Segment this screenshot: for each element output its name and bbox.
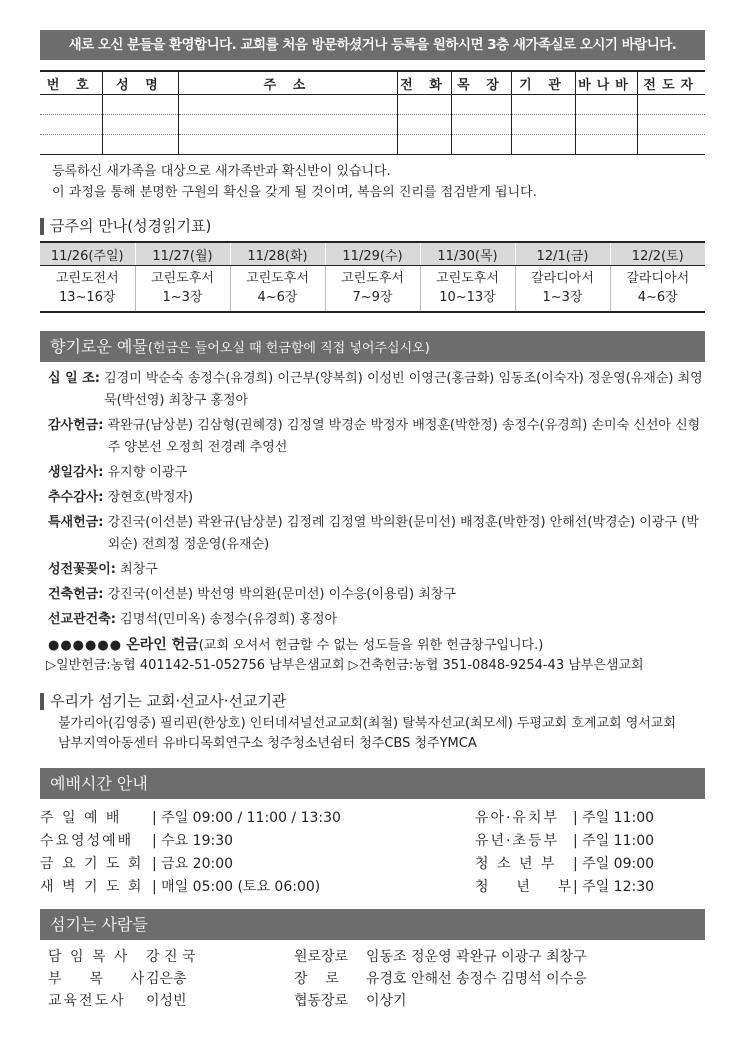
offering-row (40, 487, 705, 509)
form-cell[interactable] (575, 95, 637, 115)
reading-passage (515, 266, 610, 313)
servant-role: 협동장로 (294, 993, 349, 1009)
header-barnabas: 바나바 (575, 71, 637, 95)
worship-time: | 수요 19:30 (152, 833, 234, 849)
header-number: 번 호 (40, 71, 102, 95)
section-marker-icon (40, 693, 44, 710)
table-row (40, 115, 705, 135)
reading-title: 금주의 만나(성경읽기표) (50, 217, 212, 235)
offering-label: 건축헌금: (48, 587, 104, 602)
reading-date: 11/29(수) (325, 242, 420, 266)
offering-row (40, 559, 705, 581)
offering-subtitle: (헌금은 들어오실 때 헌금함에 직접 넣어주십시오) (147, 341, 430, 356)
form-cell[interactable] (637, 135, 705, 155)
worship-name: 유아·유치부 (475, 810, 560, 826)
worship-time: | 매일 05:00 (토요 06:00) (152, 879, 321, 895)
servant-names: 이성빈 (146, 993, 187, 1009)
offering-row (40, 462, 705, 484)
worship-row (475, 830, 705, 853)
form-cell[interactable] (575, 115, 637, 135)
header-evangelist: 전도자 (637, 71, 705, 95)
servant-row (48, 968, 294, 990)
servant-role: 교육전도사 (48, 993, 126, 1009)
online-offering-title: 온라인 헌금 (126, 637, 199, 653)
offering-row (40, 609, 705, 631)
reading-date: 11/26(주일) (40, 242, 135, 266)
form-cell[interactable] (178, 135, 397, 155)
worship-time: | 금요 20:00 (152, 856, 234, 872)
servant-role: 담 임 목 사 (48, 949, 130, 965)
offering-label: 감사헌금: (48, 418, 104, 433)
servants-elders (294, 946, 705, 1012)
servants-list (40, 946, 705, 1012)
reading-chapters: 4~6장 (637, 290, 678, 305)
reading-date: 12/1(금) (515, 242, 610, 266)
reading-chapters: 1~3장 (162, 290, 203, 305)
form-cell[interactable] (451, 115, 511, 135)
form-cell[interactable] (511, 95, 575, 115)
reading-book: 고린도전서 (55, 271, 119, 286)
worship-row (475, 853, 705, 876)
reading-passage (325, 266, 420, 313)
reading-passage (135, 266, 230, 313)
offering-label: 선교관건축: (48, 612, 116, 627)
header-department: 기 관 (511, 71, 575, 95)
worship-row (40, 807, 475, 830)
worship-section-heading: 예배시간 안내 (40, 768, 705, 799)
worship-time: | 주일 09:00 / 11:00 / 13:30 (152, 810, 341, 826)
offering-names: 곽완규(남상분) 김삼형(권혜경) 김정열 박경순 박정자 배정훈(박한정) 송정수(유경희) 손미숙 신선아 신형주 양본선 오정희 전경례 추영선 (107, 418, 701, 455)
worship-name: 새 벽 기 도 회 (40, 879, 144, 895)
form-cell[interactable] (511, 115, 575, 135)
bulletin-page (40, 30, 705, 1012)
reading-passage (420, 266, 515, 313)
welcome-banner: 새로 오신 분들을 환영합니다. 교회를 처음 방문하셨거나 등록을 원하시면 3층 새가족실로 오시기 바랍니다. (40, 30, 705, 60)
worship-name: 청 년 부 (475, 879, 574, 895)
reading-passage (40, 266, 135, 313)
form-cell[interactable] (637, 95, 705, 115)
worship-name: 수요영성예배 (40, 833, 134, 849)
reading-section-heading (40, 215, 705, 237)
worship-row (40, 876, 475, 899)
servant-row (294, 946, 705, 968)
offering-names: 유지향 이광구 (107, 465, 188, 480)
form-cell[interactable] (575, 135, 637, 155)
worship-name: 유년·초등부 (475, 833, 560, 849)
offering-row (40, 512, 705, 556)
servant-row (48, 990, 294, 1012)
form-cell[interactable] (178, 115, 397, 135)
reading-chapters: 10~13장 (439, 290, 496, 305)
table-row (40, 135, 705, 155)
servant-row (294, 968, 705, 990)
worship-time: | 주일 11:00 (573, 810, 655, 826)
offering-row (40, 415, 705, 459)
form-cell[interactable] (102, 95, 178, 115)
mission-title: 우리가 섬기는 교회·선교사·선교기관 (50, 692, 287, 710)
servant-names: 김은총 (146, 971, 187, 987)
offering-names: 김경미 박순숙 송정수(유경희) 이근부(양복희) 이성빈 이영근(홍금화) 임동조(이숙자) 정운영(유재순) 최영묵(박선영) 최창구 홍정아 (104, 371, 703, 408)
online-offering (40, 635, 705, 656)
offering-names: 강진국(이선분) 박선영 박의환(문미선) 이수응(이용림) 최창구 (107, 587, 456, 602)
reading-book: 갈라디아서 (626, 271, 690, 286)
mission-line: 남부지역아동센터 유바디목회연구소 청주청소년쉼터 청주CBS 청주YMCA (58, 736, 477, 751)
reading-date: 11/28(화) (230, 242, 325, 266)
worship-row (475, 876, 705, 899)
section-marker-icon (40, 218, 44, 235)
header-name: 성 명 (102, 71, 178, 95)
servants-section-heading: 섬기는 사람들 (40, 909, 705, 940)
worship-name: 주 일 예 배 (40, 810, 122, 826)
servant-names: 강 진 국 (146, 949, 196, 965)
servant-row (294, 990, 705, 1012)
form-cell[interactable] (178, 95, 397, 115)
worship-time: | 주일 09:00 (573, 856, 655, 872)
reading-book: 고린도후서 (151, 271, 214, 286)
form-cell[interactable] (102, 135, 178, 155)
mission-list (40, 714, 705, 754)
registration-notes (52, 161, 705, 203)
offering-label: 십 일 조: (48, 371, 100, 386)
servant-names: 이상기 (366, 993, 407, 1009)
servant-role: 원로장로 (294, 949, 349, 965)
offering-label: 생일감사: (48, 465, 104, 480)
form-cell[interactable] (451, 135, 511, 155)
note-line: 등록하신 새가족을 대상으로 새가족반과 확신반이 있습니다. (52, 164, 391, 179)
reading-schedule-table (40, 241, 705, 313)
reading-passage (230, 266, 325, 313)
servant-role: 장 로 (294, 971, 339, 987)
registration-table (40, 70, 705, 155)
form-cell[interactable] (637, 115, 705, 135)
offering-section-heading (40, 331, 705, 362)
form-cell[interactable] (40, 135, 102, 155)
form-cell[interactable] (397, 115, 451, 135)
reading-chapters: 13~16장 (58, 290, 116, 305)
worship-times-right (475, 807, 705, 899)
reading-date-row (40, 242, 705, 266)
worship-row (40, 853, 475, 876)
reading-date: 12/2(토) (610, 242, 705, 266)
header-phone: 전 화 (397, 71, 451, 95)
servant-row (48, 946, 294, 968)
online-offering-desc: (교회 오셔서 헌금할 수 없는 성도들을 위한 헌금창구입니다.) (198, 638, 544, 653)
table-row (40, 95, 705, 115)
offering-list (40, 368, 705, 631)
registration-header-row (40, 71, 705, 95)
worship-row (475, 807, 705, 830)
form-cell[interactable] (397, 135, 451, 155)
reading-passage-row (40, 266, 705, 313)
servants-pastors (40, 946, 294, 1012)
mission-line: 불가리아(김영중) 필리핀(한상호) 인터네셔널선교교회(최철) 탈북자선교(최모세) 두평교회 호계교회 영서교회 (58, 716, 676, 731)
offering-label: 특새헌금: (48, 515, 104, 530)
reading-book: 고린도후서 (341, 271, 404, 286)
form-cell[interactable] (397, 95, 451, 115)
worship-times-left (40, 807, 475, 899)
reading-chapters: 1~3장 (542, 290, 583, 305)
worship-time: | 주일 12:30 (573, 879, 655, 895)
offering-names: 김명석(민미옥) 송정수(유경희) 홍정아 (120, 612, 338, 627)
servant-role: 부 목 사 (48, 971, 147, 987)
header-cell-group: 목 장 (451, 71, 511, 95)
reading-book: 갈라디아서 (531, 271, 594, 286)
reading-chapters: 4~6장 (257, 290, 298, 305)
form-cell[interactable] (511, 135, 575, 155)
servant-names: 유경호 안해선 송정수 김명석 이수응 (366, 971, 587, 987)
offering-names: 최창구 (120, 562, 158, 577)
bank-accounts: ▷일반헌금:농협 401142-51-052756 남부은샘교회 ▷건축헌금:농협 351-0848-9254-43 남부은샘교회 (46, 658, 644, 673)
reading-book: 고린도후서 (436, 271, 499, 286)
bullet-dots-icon: ●●●●●● (48, 638, 123, 653)
offering-names: 강진국(이선분) 곽완규(남상분) 김정례 김정열 박의환(문미선) 배정훈(박한정) 안해선(박경순) 이광구 (박외순) 전희정 정운영(유재순) (107, 515, 699, 552)
form-cell[interactable] (451, 95, 511, 115)
offering-title: 향기로운 예물 (50, 337, 148, 356)
worship-times (40, 807, 705, 899)
mission-section-heading (40, 690, 705, 712)
form-cell[interactable] (102, 115, 178, 135)
offering-label: 성전꽃꽂이: (48, 562, 116, 577)
worship-name: 금 요 기 도 회 (40, 856, 144, 872)
worship-time: | 주일 11:00 (573, 833, 655, 849)
form-cell[interactable] (40, 95, 102, 115)
reading-chapters: 7~9장 (352, 290, 393, 305)
offering-names: 장현호(박정자) (107, 490, 194, 505)
servant-names: 임동조 정운영 곽완규 이광구 최창구 (366, 949, 587, 965)
reading-passage (610, 266, 705, 313)
form-cell[interactable] (40, 115, 102, 135)
worship-row (40, 830, 475, 853)
offering-row (40, 584, 705, 606)
reading-date: 11/27(월) (135, 242, 230, 266)
reading-date: 11/30(목) (420, 242, 515, 266)
header-address: 주 소 (178, 71, 397, 95)
reading-book: 고린도후서 (246, 271, 309, 286)
worship-name: 청 소 년 부 (475, 856, 557, 872)
note-line: 이 과정을 통해 분명한 구원의 확신을 갖게 될 것이며, 복음의 진리를 점검받게 됩니다. (52, 185, 537, 200)
offering-label: 추수감사: (48, 490, 104, 505)
offering-row (40, 368, 705, 412)
